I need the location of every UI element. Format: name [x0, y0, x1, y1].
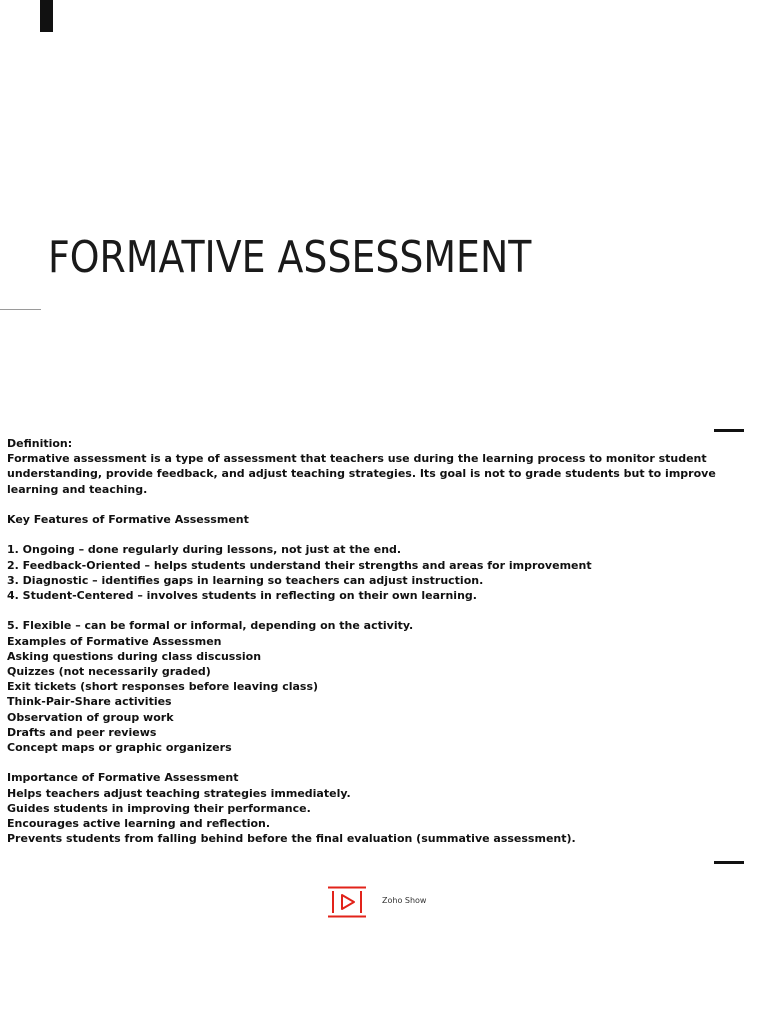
slide-body [7, 436, 747, 846]
features-heading: Key Features of Formative Assessment [7, 513, 249, 526]
feature-item: 1. Ongoing – done regularly during lessons, not just at the end. [7, 543, 402, 557]
importance-heading: Importance of Formative Assessment [7, 771, 239, 785]
importance-item: Guides students in improving their performance. [7, 801, 311, 815]
examples-heading: Examples of Formative Assessmen [7, 634, 222, 648]
slide-title: FORMATIVE ASSESSMENT [48, 232, 532, 283]
brand-label: Zoho Show [382, 896, 427, 905]
spacer [7, 755, 747, 770]
example-item: Quizzes (not necessarily graded) [7, 665, 211, 678]
spacer [7, 527, 747, 542]
example-item: Observation of group work [7, 710, 174, 724]
top-right-dash [714, 429, 744, 432]
example-item: Exit tickets (short responses before leaving class) [7, 680, 319, 694]
feature-item: 3. Diagnostic – identifies gaps in learning so teachers can adjust instruction. [7, 573, 484, 587]
spacer [7, 603, 747, 618]
importance-item: Helps teachers adjust teaching strategies immediately. [7, 786, 351, 800]
example-item: Drafts and peer reviews [7, 725, 157, 739]
zoho-show-logo-icon [327, 886, 367, 918]
feature-item: 5. Flexible – can be formal or informal, depending on the activity. [7, 619, 414, 633]
definition-heading: Definition: [7, 437, 73, 450]
feature-item: 4. Student-Centered – involves students in reflecting on their own learning. [7, 589, 477, 602]
title-divider [0, 309, 41, 310]
top-accent-bar [40, 0, 53, 32]
spacer [7, 497, 747, 512]
importance-item: Prevents students from falling behind before the final evaluation (summative assessment). [7, 832, 576, 846]
example-item: Think-Pair-Share activities [7, 695, 172, 709]
example-item: Concept maps or graphic organizers [7, 741, 232, 755]
definition-text: Formative assessment is a type of assessment that teachers use during the learning process to monitor student understanding, provide feedback, and adjust teaching strategies. Its goal is not to grade students but to improve learning and teaching. [7, 452, 716, 496]
importance-item: Encourages active learning and reflection. [7, 817, 271, 831]
example-item: Asking questions during class discussion [7, 649, 262, 663]
feature-item: 2. Feedback-Oriented – helps students understand their strengths and areas for improvement [7, 558, 592, 572]
bottom-right-dash [714, 861, 744, 864]
